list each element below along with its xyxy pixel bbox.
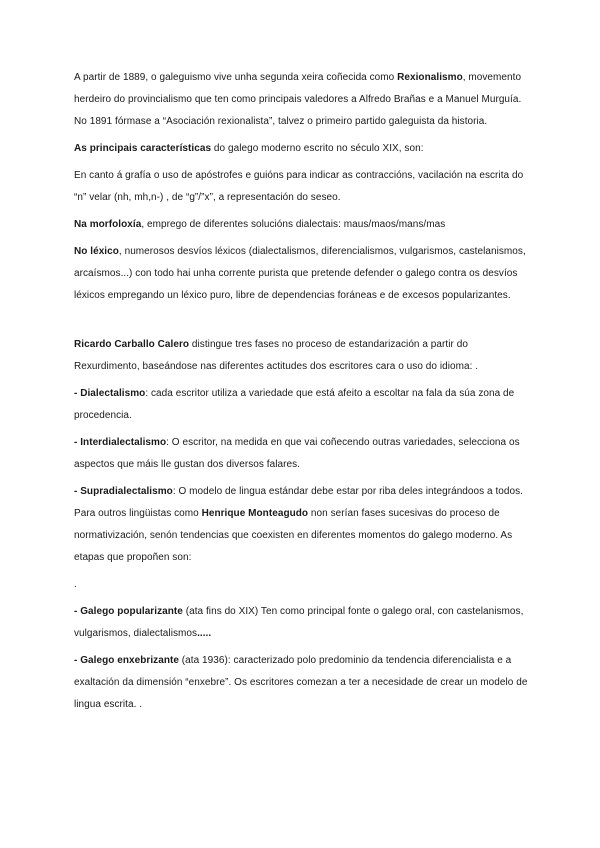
paragraph-grafia — [74, 165, 534, 209]
text-line: . — [74, 579, 77, 590]
bold-term: No léxico — [74, 246, 119, 257]
text-line: “n” velar (nh, mh,n-) , de “g”/”x”, a representación do seseo. — [74, 192, 341, 203]
bold-term: Henrique Monteagudo — [201, 508, 309, 519]
text-span: : cada escritor utiliza a variedade que está afeito a escoltar na fala da súa zona de — [145, 388, 515, 399]
bold-term: - Interdialectalismo — [74, 437, 167, 448]
text-line: En canto á grafía o uso de apóstrofes e guións para indicar as contraccións, vacilación na escrita do — [74, 170, 524, 181]
text-span: A partir de 1889, o galeguismo vive unha segunda xeira coñecida como — [74, 72, 398, 83]
text-line — [74, 334, 534, 356]
text-line: aspectos que máis lle gustan dos diversos falares. — [74, 459, 300, 470]
text-line — [74, 138, 534, 160]
document-body — [74, 67, 534, 716]
text-line — [74, 481, 534, 503]
paragraph-rexionalismo — [74, 67, 534, 133]
text-line: exaltación da dimensión “enxebre”. Os escritores comezan a ter a necesidade de crear un modelo de — [74, 677, 528, 688]
bold-term: ..... — [197, 628, 212, 639]
text-line — [74, 67, 534, 89]
bold-term: Ricardo Carballo Calero — [74, 339, 190, 350]
bold-term: - Dialectalismo — [74, 388, 146, 399]
text-line: etapas que propoñen son: — [74, 552, 192, 563]
paragraph-galego-popularizante — [74, 601, 534, 645]
bold-term: As principais características — [74, 143, 212, 154]
text-span: (ata 1936): caracterizado polo predominio da tendencia diferencialista e a — [178, 655, 512, 666]
text-span: (ata fins do XIX) Ten como principal fonte o galego oral, con castelanismos, — [182, 606, 524, 617]
text-line: arcaísmos...) con todo hai unha corrente purista que pretende defender o galego contra os desvíos — [74, 268, 518, 279]
text-line: Rexurdimento, baseándose nas diferentes actitudes dos escritores cara o uso do idioma: . — [74, 361, 479, 372]
text-line — [74, 623, 534, 645]
paragraph-lexico — [74, 241, 534, 307]
bold-term: - Galego enxebrizante — [74, 655, 179, 666]
text-line: lingua escrita. . — [74, 699, 143, 710]
text-span: , movemento — [462, 72, 522, 83]
text-span: distingue tres fases no proceso de estandarización a partir do — [189, 339, 468, 350]
text-line — [74, 601, 534, 623]
bold-term: Rexionalismo — [397, 72, 463, 83]
text-line — [74, 503, 534, 525]
text-line — [74, 432, 534, 454]
paragraph-carballo-calero — [74, 334, 534, 378]
text-span: , emprego de diferentes solucións dialectais: maus/maos/mans/mas — [141, 219, 446, 230]
bold-term: - Galego popularizante — [74, 606, 183, 617]
text-line — [74, 214, 534, 236]
text-span: , numerosos desvíos léxicos (dialectalismos, diferencialismos, vulgarismos, castelanismos, — [118, 246, 526, 257]
text-line: léxicos empregando un léxico puro, libre de dependencias foráneas e de excesos popularizantes. — [74, 290, 511, 301]
text-line: procedencia. — [74, 410, 132, 421]
text-span: do galego moderno escrito no século XIX, son: — [211, 143, 424, 154]
text-line: normativización, senón tendencias que coexisten en diferentes momentos do galego moderno. As — [74, 530, 513, 541]
text-line — [74, 241, 534, 263]
text-span: non serían fases sucesivas do proceso de — [308, 508, 500, 519]
paragraph-supradialectalismo — [74, 481, 534, 569]
paragraph-interdialectalismo — [74, 432, 534, 476]
text-span: Para outros lingüistas como — [74, 508, 202, 519]
text-span: vulgarismos, dialectalismos — [74, 628, 198, 639]
text-span: : O escritor, na medida en que vai coñecendo outras variedades, selecciona os — [166, 437, 520, 448]
text-line: herdeiro do provincialismo que ten como principais valedores a Alfredo Brañas e a Manuel Murguía. — [74, 94, 522, 105]
bold-term: - Supradialectalismo — [74, 486, 173, 497]
paragraph-morfoloxia — [74, 214, 534, 236]
paragraph-caracteristicas — [74, 138, 534, 160]
bold-term: Na morfoloxía — [74, 219, 142, 230]
paragraph-dot — [74, 574, 534, 596]
paragraph-dialectalismo — [74, 383, 534, 427]
text-line — [74, 383, 534, 405]
text-line: No 1891 fórmase a “Asociación rexionalista”, talvez o primeiro partido galeguista da historia. — [74, 116, 488, 127]
text-span: : O modelo de lingua estándar debe estar por riba deles integrándoos a todos. — [172, 486, 523, 497]
text-line — [74, 650, 534, 672]
paragraph-galego-enxebrizante — [74, 650, 534, 716]
